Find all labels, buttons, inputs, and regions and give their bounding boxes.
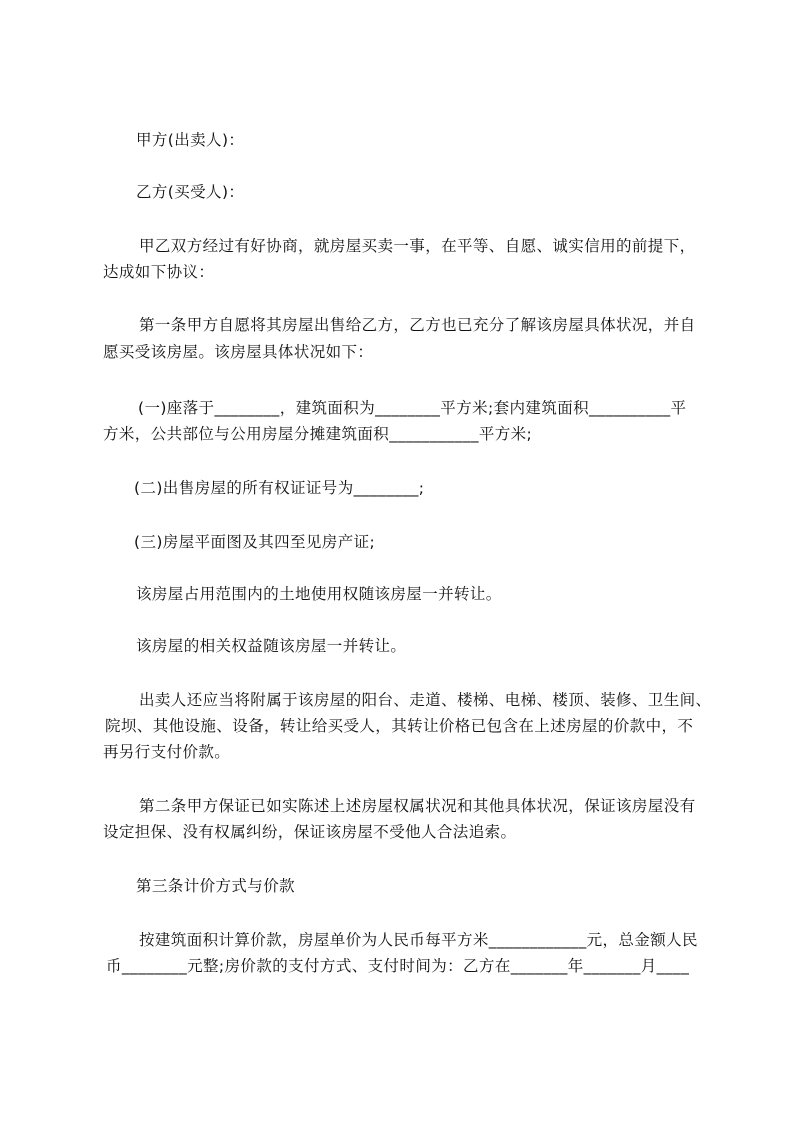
price-line-2: 币________元整;房价款的支付方式、支付时间为：乙方在_______年_______月____ bbox=[106, 957, 690, 975]
item-1-line-2: 方米，公共部位与公用房屋分摊建筑面积___________平方米; bbox=[103, 425, 533, 443]
article-1-line-1: 第一条甲方自愿将其房屋出售给乙方，乙方也已充分了解该房屋具体状况，并自 bbox=[139, 316, 696, 334]
party-b-line: 乙方(买受人)： bbox=[136, 183, 245, 201]
item-3-line: (三)房屋平面图及其四至见房产证; bbox=[134, 533, 376, 551]
item-2-line: (二)出售房屋的所有权证证号为________; bbox=[134, 479, 425, 497]
article-3-heading: 第三条计价方式与价款 bbox=[136, 877, 296, 895]
article-2-line-1: 第二条甲方保证已如实陈述上述房屋权属状况和其他具体状况，保证该房屋没有 bbox=[139, 797, 696, 815]
article-2-line-2: 设定担保、没有权属纠纷，保证该房屋不受他人合法追索。 bbox=[103, 823, 517, 841]
attachments-line-3: 再另行支付价款。 bbox=[103, 743, 231, 761]
land-use-line: 该房屋占用范围内的土地使用权随该房屋一并转让。 bbox=[136, 585, 502, 603]
rights-line: 该房屋的相关权益随该房屋一并转让。 bbox=[136, 637, 407, 655]
attachments-line-2: 院坝、其他设施、设备，转让给买受人，其转让价格已包含在上述房屋的价款中，不 bbox=[105, 717, 694, 735]
preamble-line-2: 达成如下协议： bbox=[103, 263, 215, 281]
preamble-line-1: 甲乙双方经过有好协商，就房屋买卖一事，在平等、自愿、诚实信用的前提下， bbox=[139, 237, 696, 255]
party-a-line: 甲方(出卖人)： bbox=[136, 131, 245, 149]
article-1-line-2: 愿买受该房屋。该房屋具体状况如下： bbox=[103, 343, 374, 361]
attachments-line-1: 出卖人还应当将附属于该房屋的阳台、走道、楼梯、电梯、楼顶、装修、卫生间、 bbox=[139, 691, 712, 709]
item-1-line-1: (一)座落于________，建筑面积为________平方米;套内建筑面积__________平 bbox=[138, 399, 687, 417]
price-line-1: 按建筑面积计算价款，房屋单价为人民币每平方米____________元，总金额人民 bbox=[139, 931, 698, 949]
